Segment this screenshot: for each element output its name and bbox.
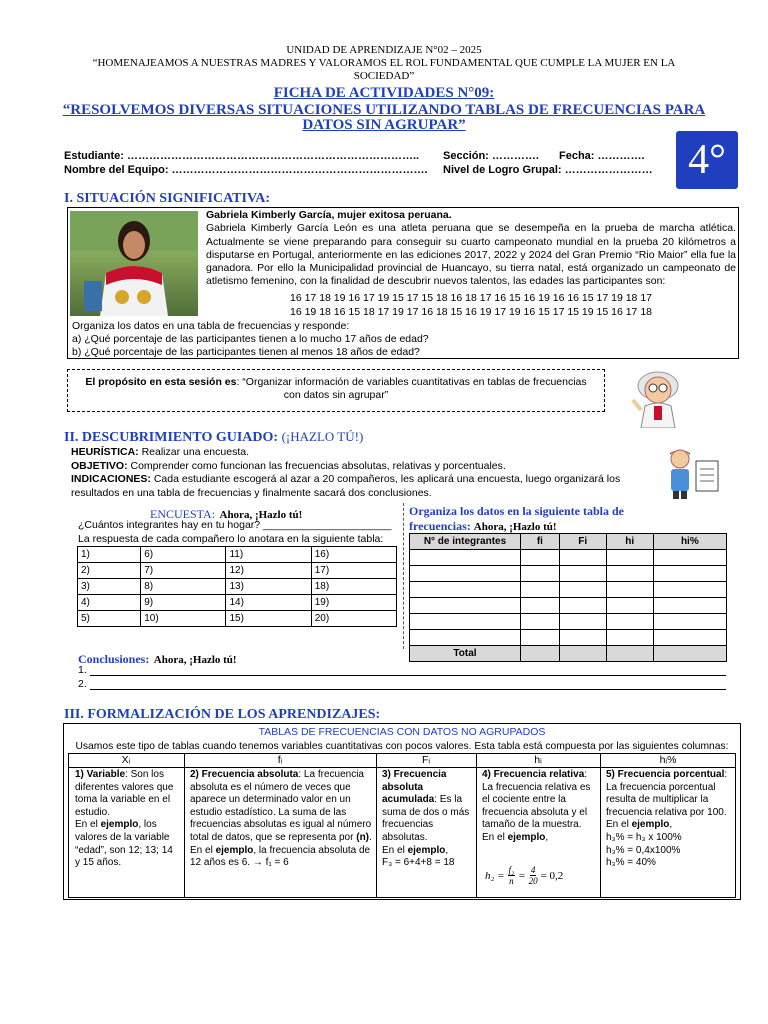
col-header-Fi: Fᵢ [421, 754, 431, 766]
survey-cell[interactable]: 6) [141, 547, 226, 563]
survey-cell[interactable]: 19) [311, 595, 396, 611]
col-variable: 1) Variable: Son los diferentes valores que toma la variable en el estudio. En el ejemplo, los valores de la variable “edad”, son 12; 13; 14 y 15 años. [75, 769, 174, 869]
level-field[interactable]: Nivel de Logro Grupal: …………………… [443, 164, 653, 176]
freq-cell[interactable] [606, 550, 653, 566]
date-field[interactable]: Fecha: …………. [559, 150, 645, 162]
indicaciones-text: Cada estudiante escogerá al azar a 20 compañeros, les aplicará una encuesta, luego organizará los [150, 473, 621, 485]
freq-header: N° de integrantes [410, 534, 521, 550]
freq-cell[interactable] [653, 630, 726, 646]
col-absolute-frequency: 2) Frecuencia absoluta: La frecuencia absoluta es el número de veces que aparece un determinado valor en un estudio estadístico. La suma de las frecuencias absolutas es igual al número total de datos, que se representa por (n). En el ejemplo, la frecuencia absoluta de 12 años es 6. → f₁ = 6 [190, 769, 372, 869]
freq-cell[interactable] [606, 582, 653, 598]
student-field[interactable]: Estudiante: …………………………………………………………………….. [64, 150, 420, 162]
freq-cell[interactable] [521, 614, 560, 630]
question-a: a) ¿Qué porcentaje de las participantes tienen a lo mucho 17 años de edad? [72, 333, 429, 345]
story-title: Gabriela Kimberly García, mujer exitosa peruana. [206, 209, 452, 221]
freq-cell[interactable] [559, 566, 606, 582]
freq-cell[interactable] [410, 582, 521, 598]
col-sep-3 [476, 753, 477, 898]
objetivo-label: OBJETIVO: [71, 460, 128, 472]
conclusion-1-line[interactable] [90, 675, 726, 676]
survey-cell[interactable]: 10) [141, 611, 226, 627]
activity-title-1: “RESOLVEMOS DIVERSAS SITUACIONES UTILIZANDO TABLAS DE FRECUENCIAS PARA [62, 102, 706, 118]
columns-header-line [68, 767, 736, 768]
col-header-hi-percent: hᵢ% [659, 754, 677, 766]
conclusion-2-label: 2. [78, 678, 87, 690]
survey-row [78, 611, 397, 627]
grade-badge: 4° [676, 131, 738, 189]
freq-total-cell[interactable] [559, 646, 606, 662]
indicaciones-label: INDICACIONES: [71, 473, 151, 485]
freq-cell[interactable] [606, 598, 653, 614]
encuesta-question[interactable]: ¿Cuántos integrantes hay en tu hogar? ______________________ [78, 519, 392, 531]
section-3-heading: III. FORMALIZACIÓN DE LOS APRENDIZAJES: [64, 707, 381, 722]
freq-cell[interactable] [521, 630, 560, 646]
col-header-fi: fᵢ [277, 754, 283, 766]
freq-cell[interactable] [410, 614, 521, 630]
conclusion-1-label: 1. [78, 664, 87, 676]
freq-cell[interactable] [559, 550, 606, 566]
section-2-extra: (¡HAZLO TÚ!) [281, 429, 364, 444]
col-relative-frequency: 4) Frecuencia relativa: La frecuencia relativa es el cociente entre la frecuencia absoluta y el tamaño de la muestra. En el ejemplo, [482, 769, 591, 843]
encuesta-title: ENCUESTA: [150, 507, 216, 521]
unit-title: UNIDAD DE APRENDIZAJE N°02 – 2025 [286, 44, 482, 56]
purpose-text-2: con datos sin agrupar” [283, 389, 389, 401]
freq-row [410, 550, 727, 566]
survey-row [78, 579, 397, 595]
freq-cell[interactable] [521, 582, 560, 598]
col-cumulative-frequency: 3) Frecuencia absoluta acumulada: Es la suma de dos o más frecuencias absolutas. En el ejemplo, F₃ = 6+4+8 = 18 [382, 769, 470, 869]
ages-line-1: 16 17 18 19 16 17 19 15 17 15 18 16 18 17 16 15 16 19 16 16 15 17 19 18 17 [290, 292, 652, 304]
survey-cell[interactable]: 17) [311, 563, 396, 579]
purpose-label: El propósito en esta sesión es [85, 376, 237, 388]
indicaciones-text-2: resultados en una tabla de frecuencias y finalmente sacará dos conclusiones. [71, 487, 432, 499]
freq-cell[interactable] [559, 630, 606, 646]
freq-row [410, 566, 727, 582]
survey-cell[interactable]: 8) [141, 579, 226, 595]
team-field[interactable]: Nombre del Equipo: ……………………………………………………………. [64, 164, 428, 176]
col-sep-4 [600, 753, 601, 898]
freq-cell[interactable] [559, 582, 606, 598]
purpose-text: : “Organizar información de variables cuantitativas en tablas de frecuencias [236, 376, 587, 388]
freq-cell[interactable] [653, 566, 726, 582]
freq-cell[interactable] [653, 598, 726, 614]
freq-cell[interactable] [521, 550, 560, 566]
column-divider [403, 503, 404, 649]
freq-cell[interactable] [653, 550, 726, 566]
ages-line-2: 16 19 18 16 15 18 17 19 17 16 18 15 16 19 17 19 16 15 17 15 19 15 16 17 18 [290, 306, 652, 318]
survey-cell[interactable]: 2) [78, 563, 141, 579]
freq-row [410, 614, 727, 630]
encuesta-extra: Ahora, ¡Hazlo tú! [219, 509, 303, 521]
objetivo-text: Comprender como funcionan las frecuencias absolutas, relativas y porcentuales. [127, 460, 506, 472]
freq-cell[interactable] [410, 550, 521, 566]
freq-cell[interactable] [521, 598, 560, 614]
survey-cell[interactable]: 3) [78, 579, 141, 595]
professor-icon [625, 366, 691, 428]
conclusion-2-line[interactable] [90, 689, 726, 690]
survey-row [78, 563, 397, 579]
formalization-intro: Usamos este tipo de tablas cuando tenemos variables cuantitativas con pocos valores. Esta tabla está compuesta por las siguientes columnas: [75, 741, 729, 752]
organiza-title-1: Organiza los datos en la siguiente tabla de [409, 504, 625, 518]
freq-cell[interactable] [606, 630, 653, 646]
heuristica-text: Realizar una encuesta. [138, 446, 249, 458]
freq-total-label: Total [410, 646, 521, 662]
freq-row [410, 630, 727, 646]
freq-cell[interactable] [521, 566, 560, 582]
relative-frequency-formula: h₂ = $\frac{\text{f₂}}{n}$ = $\frac{4}{20}$ = 0,2 [485, 865, 564, 886]
survey-cell[interactable]: 5) [78, 611, 141, 627]
frequency-table [409, 533, 727, 662]
athlete-photo [70, 211, 198, 316]
freq-total-cell[interactable] [653, 646, 726, 662]
survey-row [78, 595, 397, 611]
freq-header: hi% [653, 534, 726, 550]
heuristica-label: HEURÍSTICA: [71, 446, 139, 458]
formalization-title: TABLAS DE FRECUENCIAS CON DATOS NO AGRUPADOS [258, 726, 546, 738]
freq-row [410, 598, 727, 614]
survey-cell[interactable]: 12) [226, 563, 311, 579]
organiza-extra: Ahora, ¡Hazlo tú! [473, 521, 557, 533]
survey-cell[interactable]: 9) [141, 595, 226, 611]
freq-cell[interactable] [653, 582, 726, 598]
col-percent-frequency: 5) Frecuencia porcentual: La frecuencia porcentual resulta de multiplicar la frecuencia relativa por 100. En el ejemplo, h₃% = h₃ x 100% h₃% = 0,4x100% h₃% = 40% [606, 769, 728, 869]
encuesta-note: La respuesta de cada compañero lo anotara en la siguiente tabla: [78, 533, 384, 545]
survey-cell[interactable]: 18) [311, 579, 396, 595]
survey-cell[interactable]: 7) [141, 563, 226, 579]
freq-cell[interactable] [559, 614, 606, 630]
organiza-title-2: frecuencias: [409, 519, 471, 533]
survey-cell[interactable]: 11) [226, 547, 311, 563]
freq-cell[interactable] [559, 598, 606, 614]
motto-line-1: “HOMENAJEAMOS A NUESTRAS MADRES Y VALORAMOS EL ROL FUNDAMENTAL QUE CUMPLE LA MUJER EN LA [92, 57, 676, 69]
conclusiones-title: Conclusiones: [78, 652, 150, 666]
survey-cell[interactable]: 13) [226, 579, 311, 595]
section-field[interactable]: Sección: …………. [443, 150, 539, 162]
col-header-hi: hᵢ [534, 754, 542, 766]
freq-cell[interactable] [606, 614, 653, 630]
freq-total-row [410, 646, 727, 662]
section-1-heading: I. SITUACIÓN SIGNIFICATIVA: [64, 191, 271, 206]
col-sep-1 [184, 753, 185, 898]
athlete-illustration [70, 211, 198, 316]
freq-total-cell[interactable] [606, 646, 653, 662]
freq-cell[interactable] [410, 630, 521, 646]
freq-cell[interactable] [653, 614, 726, 630]
conclusiones-extra: Ahora, ¡Hazlo tú! [153, 654, 237, 666]
survey-cell[interactable]: 16) [311, 547, 396, 563]
freq-total-cell[interactable] [521, 646, 560, 662]
col-sep-2 [376, 753, 377, 898]
freq-header: hi [606, 534, 653, 550]
motto-line-2: SOCIEDAD” [353, 70, 415, 82]
story-text: Gabriela Kimberly García León es una atleta peruana que se desempeña en la prueba de marcha atlética. Actualmente se viene preparando para conseguir su cuarto campeonato mundial en la prueba 20 kilómetros a disputarse en Portugal, anteriormente en las ediciones 2017, 2022 y 2024 del Gran Premio “Rio Maior” ella fue la ganadora. Por ello la Municipalidad provincial de Huancayo, su tierra natal, está organizado un campeonato de atletismo femenino, con la finalidad de descubrir nuevos talentos, las edades las participantes son: [206, 222, 736, 288]
survey-cell[interactable]: 15) [226, 611, 311, 627]
freq-header: Fi [559, 534, 606, 550]
freq-row [410, 582, 727, 598]
ficha-title: FICHA DE ACTIVIDADES N°09: [273, 85, 495, 101]
survey-cell[interactable]: 14) [226, 595, 311, 611]
student-clipboard-icon [660, 447, 726, 499]
instruction: Organiza los datos en una tabla de frecuencias y responde: [72, 320, 350, 332]
freq-cell[interactable] [606, 566, 653, 582]
section-2-heading: II. DESCUBRIMIENTO GUIADO: [64, 430, 279, 445]
activity-title-2: DATOS SIN AGRUPAR” [302, 117, 466, 133]
survey-cell[interactable]: 1) [78, 547, 141, 563]
survey-cell[interactable]: 4) [78, 595, 141, 611]
freq-cell[interactable] [410, 566, 521, 582]
freq-cell[interactable] [410, 598, 521, 614]
freq-header: fi [521, 534, 560, 550]
survey-table [77, 546, 397, 627]
question-b: b) ¿Qué porcentaje de las participantes tienen al menos 18 años de edad? [72, 346, 420, 358]
survey-cell[interactable]: 20) [311, 611, 396, 627]
survey-row [78, 547, 397, 563]
col-header-xi: Xᵢ [121, 754, 131, 766]
